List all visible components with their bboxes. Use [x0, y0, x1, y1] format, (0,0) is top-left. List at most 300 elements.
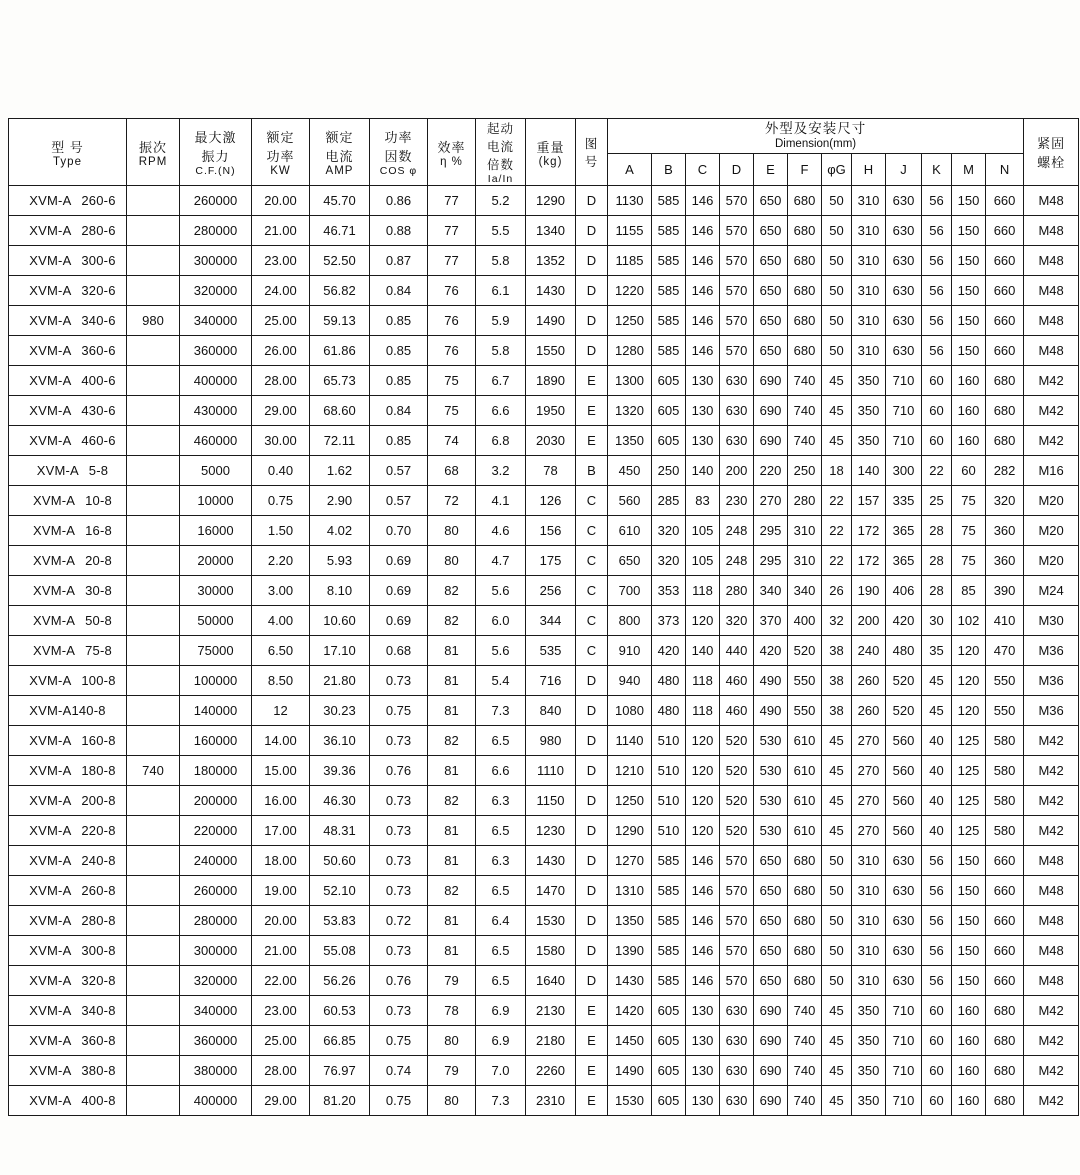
- cell-rated-power: 23.00: [252, 246, 310, 276]
- cell-weight: 344: [526, 606, 576, 636]
- cell-cos-phi: 0.87: [370, 246, 428, 276]
- header-efficiency: [428, 119, 476, 186]
- header-current-cn2: 电流: [325, 149, 354, 164]
- cell-bolt: M48: [1024, 336, 1079, 366]
- cell-dim-M: 150: [952, 906, 986, 936]
- cell-rated-power: 21.00: [252, 216, 310, 246]
- cell-dim-K: 56: [922, 216, 952, 246]
- cell-rated-current: 1.62: [310, 456, 370, 486]
- header-current-cn1: 额定: [325, 130, 354, 145]
- cell-dim-B: 420: [652, 636, 686, 666]
- cell-dim-C: 105: [686, 516, 720, 546]
- cell-rpm: [127, 816, 180, 846]
- cell-efficiency: 80: [428, 546, 476, 576]
- cell-cos-phi: 0.69: [370, 606, 428, 636]
- cell-dim-M: 120: [952, 636, 986, 666]
- cell-dim-G: 22: [822, 486, 852, 516]
- cell-cos-phi: 0.76: [370, 966, 428, 996]
- cell-rpm: [127, 636, 180, 666]
- cell-rated-power: 14.00: [252, 726, 310, 756]
- cell-force: 280000: [180, 906, 252, 936]
- cell-dim-A: 1490: [608, 1056, 652, 1086]
- header-figure: [576, 119, 608, 186]
- header-weight-en: (kg): [538, 155, 563, 168]
- cell-type: XVM-A 320-6: [9, 276, 127, 306]
- cell-efficiency: 80: [428, 516, 476, 546]
- cell-start-ratio: 5.5: [476, 216, 526, 246]
- cell-dim-E: 650: [754, 966, 788, 996]
- cell-dim-C: 146: [686, 966, 720, 996]
- cell-dim-B: 585: [652, 876, 686, 906]
- cell-figure: E: [576, 426, 608, 456]
- cell-force: 320000: [180, 966, 252, 996]
- cell-dim-F: 740: [788, 396, 822, 426]
- cell-dim-F: 550: [788, 666, 822, 696]
- cell-dim-B: 585: [652, 276, 686, 306]
- cell-dim-N: 320: [986, 486, 1024, 516]
- cell-rated-power: 0.75: [252, 486, 310, 516]
- cell-type-series: XVM-A: [29, 853, 72, 868]
- cell-dim-B: 320: [652, 516, 686, 546]
- cell-bolt: M48: [1024, 846, 1079, 876]
- cell-force: 400000: [180, 366, 252, 396]
- cell-dim-J: 710: [886, 426, 922, 456]
- table-row: [9, 816, 1079, 846]
- cell-rpm: [127, 486, 180, 516]
- cell-dim-M: 150: [952, 306, 986, 336]
- cell-dim-N: 680: [986, 1086, 1024, 1116]
- cell-efficiency: 81: [428, 846, 476, 876]
- cell-dim-J: 710: [886, 1056, 922, 1086]
- cell-rpm: [127, 216, 180, 246]
- cell-force: 360000: [180, 1026, 252, 1056]
- cell-dim-M: 125: [952, 726, 986, 756]
- cell-dim-B: 585: [652, 216, 686, 246]
- cell-dim-C: 146: [686, 246, 720, 276]
- cell-weight: 716: [526, 666, 576, 696]
- cell-efficiency: 77: [428, 186, 476, 216]
- cell-type: XVM-A 16-8: [9, 516, 127, 546]
- cell-bolt: M42: [1024, 396, 1079, 426]
- cell-figure: C: [576, 606, 608, 636]
- cell-efficiency: 68: [428, 456, 476, 486]
- cell-start-ratio: 5.9: [476, 306, 526, 336]
- cell-rated-current: 65.73: [310, 366, 370, 396]
- header-eff-en: η %: [440, 155, 463, 168]
- cell-start-ratio: 6.7: [476, 366, 526, 396]
- cell-dim-H: 157: [852, 486, 886, 516]
- cell-figure: D: [576, 246, 608, 276]
- cell-dim-K: 40: [922, 756, 952, 786]
- cell-figure: E: [576, 1056, 608, 1086]
- cell-start-ratio: 5.6: [476, 636, 526, 666]
- cell-start-ratio: 5.8: [476, 246, 526, 276]
- cell-dim-B: 585: [652, 246, 686, 276]
- cell-dim-N: 550: [986, 666, 1024, 696]
- header-current: [310, 119, 370, 186]
- cell-dim-B: 353: [652, 576, 686, 606]
- cell-type-series: XVM-A: [29, 223, 72, 238]
- cell-figure: D: [576, 336, 608, 366]
- cell-rated-current: 52.50: [310, 246, 370, 276]
- cell-dim-J: 630: [886, 186, 922, 216]
- cell-efficiency: 82: [428, 786, 476, 816]
- cell-dim-J: 335: [886, 486, 922, 516]
- cell-dim-B: 585: [652, 336, 686, 366]
- cell-bolt: M24: [1024, 576, 1079, 606]
- cell-dim-D: 570: [720, 936, 754, 966]
- cell-start-ratio: 7.0: [476, 1056, 526, 1086]
- cell-dim-G: 45: [822, 426, 852, 456]
- cell-efficiency: 81: [428, 936, 476, 966]
- cell-dim-E: 490: [754, 696, 788, 726]
- cell-efficiency: 76: [428, 276, 476, 306]
- cell-type-series: XVM-A: [29, 253, 72, 268]
- cell-dim-N: 550: [986, 696, 1024, 726]
- cell-dim-B: 605: [652, 426, 686, 456]
- cell-type-series: XVM-A: [29, 883, 72, 898]
- cell-dim-C: 130: [686, 396, 720, 426]
- cell-dim-M: 160: [952, 1086, 986, 1116]
- header-bolt-cn2: 螺栓: [1037, 155, 1066, 170]
- cell-dim-K: 60: [922, 1086, 952, 1116]
- cell-cos-phi: 0.86: [370, 186, 428, 216]
- cell-bolt: M48: [1024, 906, 1079, 936]
- cell-rated-power: 8.50: [252, 666, 310, 696]
- cell-dim-K: 56: [922, 186, 952, 216]
- cell-rated-current: 53.83: [310, 906, 370, 936]
- cell-dim-F: 680: [788, 246, 822, 276]
- cell-dim-A: 1390: [608, 936, 652, 966]
- cell-efficiency: 76: [428, 336, 476, 366]
- cell-dim-H: 270: [852, 726, 886, 756]
- cell-dim-K: 22: [922, 456, 952, 486]
- cell-dim-J: 560: [886, 816, 922, 846]
- cell-dim-B: 480: [652, 696, 686, 726]
- cell-type-series: XVM-A: [29, 1003, 72, 1018]
- cell-bolt: M42: [1024, 816, 1079, 846]
- cell-bolt: M48: [1024, 306, 1079, 336]
- cell-weight: 1950: [526, 396, 576, 426]
- cell-dim-N: 660: [986, 246, 1024, 276]
- cell-dim-H: 240: [852, 636, 886, 666]
- cell-force: 5000: [180, 456, 252, 486]
- cell-dim-H: 270: [852, 786, 886, 816]
- cell-dim-G: 45: [822, 396, 852, 426]
- cell-dim-H: 172: [852, 546, 886, 576]
- cell-dim-J: 630: [886, 876, 922, 906]
- cell-dim-G: 45: [822, 1026, 852, 1056]
- cell-dim-M: 150: [952, 846, 986, 876]
- cell-weight: 1550: [526, 336, 576, 366]
- cell-figure: D: [576, 276, 608, 306]
- cell-dim-N: 580: [986, 756, 1024, 786]
- cell-dim-E: 650: [754, 306, 788, 336]
- cell-dim-G: 50: [822, 216, 852, 246]
- cell-rated-power: 29.00: [252, 1086, 310, 1116]
- cell-force: 260000: [180, 876, 252, 906]
- cell-figure: D: [576, 186, 608, 216]
- cell-dim-N: 680: [986, 426, 1024, 456]
- cell-force: 30000: [180, 576, 252, 606]
- cell-rated-current: 5.93: [310, 546, 370, 576]
- cell-rpm: [127, 906, 180, 936]
- header-dim-A: A: [608, 154, 652, 186]
- cell-dim-M: 150: [952, 216, 986, 246]
- cell-bolt: M42: [1024, 726, 1079, 756]
- cell-rated-power: 4.00: [252, 606, 310, 636]
- cell-dim-K: 56: [922, 906, 952, 936]
- cell-dim-D: 630: [720, 1086, 754, 1116]
- cell-type-series: XVM-A: [29, 1033, 72, 1048]
- cell-dim-M: 125: [952, 756, 986, 786]
- cell-bolt: M42: [1024, 366, 1079, 396]
- cell-start-ratio: 4.1: [476, 486, 526, 516]
- cell-dim-N: 660: [986, 936, 1024, 966]
- cell-start-ratio: 5.4: [476, 666, 526, 696]
- cell-dim-G: 50: [822, 336, 852, 366]
- cell-rated-power: 23.00: [252, 996, 310, 1026]
- cell-type-series: XVM-A: [29, 433, 72, 448]
- cell-dim-A: 1350: [608, 906, 652, 936]
- cell-dim-D: 570: [720, 846, 754, 876]
- cell-dim-D: 570: [720, 336, 754, 366]
- cell-figure: D: [576, 786, 608, 816]
- cell-cos-phi: 0.73: [370, 996, 428, 1026]
- cell-dim-C: 130: [686, 1056, 720, 1086]
- cell-dim-D: 230: [720, 486, 754, 516]
- cell-dim-D: 280: [720, 576, 754, 606]
- cell-type: XVM-A 280-8: [9, 906, 127, 936]
- cell-efficiency: 80: [428, 1086, 476, 1116]
- cell-figure: D: [576, 726, 608, 756]
- cell-dim-B: 605: [652, 1026, 686, 1056]
- cell-dim-H: 310: [852, 876, 886, 906]
- cell-weight: 1230: [526, 816, 576, 846]
- cell-dim-A: 800: [608, 606, 652, 636]
- cell-weight: 1580: [526, 936, 576, 966]
- cell-rpm: [127, 396, 180, 426]
- cell-weight: 156: [526, 516, 576, 546]
- cell-rated-current: 61.86: [310, 336, 370, 366]
- cell-dim-J: 630: [886, 936, 922, 966]
- cell-dim-F: 740: [788, 1056, 822, 1086]
- cell-dim-C: 146: [686, 876, 720, 906]
- cell-rpm: [127, 426, 180, 456]
- cell-dim-K: 25: [922, 486, 952, 516]
- cell-weight: 1490: [526, 306, 576, 336]
- header-type-cn: 型 号: [51, 139, 84, 155]
- cell-rpm: 980: [127, 306, 180, 336]
- cell-rated-power: 22.00: [252, 966, 310, 996]
- cell-start-ratio: 6.6: [476, 396, 526, 426]
- cell-type-series: XVM-A: [29, 793, 72, 808]
- cell-dim-N: 680: [986, 396, 1024, 426]
- header-type-en: Type: [53, 155, 82, 168]
- header-dim-K: K: [922, 154, 952, 186]
- cell-force: 260000: [180, 186, 252, 216]
- cell-dim-G: 50: [822, 966, 852, 996]
- cell-bolt: M42: [1024, 426, 1079, 456]
- cell-dim-M: 150: [952, 876, 986, 906]
- cell-dim-F: 680: [788, 966, 822, 996]
- cell-dim-B: 585: [652, 936, 686, 966]
- cell-dim-A: 1220: [608, 276, 652, 306]
- cell-dim-C: 130: [686, 366, 720, 396]
- cell-rated-current: 36.10: [310, 726, 370, 756]
- cell-type-series: XVM-A: [29, 343, 72, 358]
- header-dim-M: M: [952, 154, 986, 186]
- cell-dim-D: 570: [720, 246, 754, 276]
- cell-dim-A: 910: [608, 636, 652, 666]
- header-weight-cn: 重量: [536, 139, 565, 155]
- cell-type-series: XVM-A: [29, 193, 72, 208]
- cell-dim-F: 680: [788, 876, 822, 906]
- cell-dim-F: 250: [788, 456, 822, 486]
- cell-dim-M: 150: [952, 336, 986, 366]
- header-power-en: KW: [270, 165, 291, 177]
- cell-start-ratio: 6.9: [476, 1026, 526, 1056]
- cell-dim-G: 45: [822, 816, 852, 846]
- cell-start-ratio: 6.3: [476, 786, 526, 816]
- cell-rated-power: 16.00: [252, 786, 310, 816]
- cell-efficiency: 81: [428, 666, 476, 696]
- cell-dim-H: 260: [852, 666, 886, 696]
- cell-dim-M: 60: [952, 456, 986, 486]
- cell-dim-B: 605: [652, 1086, 686, 1116]
- cell-dim-D: 630: [720, 1026, 754, 1056]
- header-rpm: [127, 119, 180, 186]
- cell-dim-A: 1290: [608, 816, 652, 846]
- cell-cos-phi: 0.69: [370, 576, 428, 606]
- cell-rated-current: 21.80: [310, 666, 370, 696]
- header-dim-en: Dimension(mm): [774, 138, 857, 151]
- cell-dim-D: 570: [720, 966, 754, 996]
- cell-dim-G: 26: [822, 576, 852, 606]
- header-cos-en: COS φ: [379, 165, 418, 177]
- cell-dim-H: 310: [852, 306, 886, 336]
- cell-dim-G: 50: [822, 306, 852, 336]
- cell-start-ratio: 6.5: [476, 816, 526, 846]
- cell-efficiency: 82: [428, 576, 476, 606]
- cell-type: XVM-A 260-8: [9, 876, 127, 906]
- cell-weight: 126: [526, 486, 576, 516]
- cell-cos-phi: 0.57: [370, 456, 428, 486]
- header-start-en: Ia/In: [487, 173, 514, 185]
- cell-dim-F: 680: [788, 906, 822, 936]
- cell-type: XVM-A 460-6: [9, 426, 127, 456]
- cell-dim-C: 146: [686, 306, 720, 336]
- cell-dim-G: 50: [822, 846, 852, 876]
- cell-dim-E: 690: [754, 396, 788, 426]
- cell-dim-G: 45: [822, 1086, 852, 1116]
- cell-dim-K: 60: [922, 1026, 952, 1056]
- cell-rated-power: 12: [252, 696, 310, 726]
- cell-dim-F: 680: [788, 336, 822, 366]
- cell-force: 380000: [180, 1056, 252, 1086]
- cell-dim-G: 50: [822, 906, 852, 936]
- cell-dim-H: 310: [852, 906, 886, 936]
- cell-force: 180000: [180, 756, 252, 786]
- cell-figure: D: [576, 936, 608, 966]
- cell-cos-phi: 0.85: [370, 336, 428, 366]
- cell-dim-G: 45: [822, 1056, 852, 1086]
- cell-dim-H: 310: [852, 846, 886, 876]
- cell-dim-K: 56: [922, 846, 952, 876]
- table-row: [9, 426, 1079, 456]
- cell-dim-A: 940: [608, 666, 652, 696]
- cell-dim-G: 45: [822, 756, 852, 786]
- cell-weight: 1640: [526, 966, 576, 996]
- cell-dim-D: 570: [720, 276, 754, 306]
- cell-dim-E: 690: [754, 1026, 788, 1056]
- cell-dim-N: 660: [986, 216, 1024, 246]
- table-row: [9, 666, 1079, 696]
- cell-dim-J: 630: [886, 246, 922, 276]
- cell-cos-phi: 0.85: [370, 366, 428, 396]
- cell-bolt: M20: [1024, 516, 1079, 546]
- cell-dim-H: 310: [852, 246, 886, 276]
- cell-dim-D: 440: [720, 636, 754, 666]
- cell-start-ratio: 6.5: [476, 966, 526, 996]
- cell-type-series: XVM-A: [36, 463, 79, 478]
- cell-dim-E: 650: [754, 276, 788, 306]
- header-force-cn2: 振力: [201, 149, 230, 164]
- cell-dim-B: 373: [652, 606, 686, 636]
- cell-dim-H: 310: [852, 336, 886, 366]
- cell-dim-A: 1450: [608, 1026, 652, 1056]
- cell-dim-N: 282: [986, 456, 1024, 486]
- cell-type-series: XVM-A: [32, 523, 76, 538]
- header-dim-cn: 外型及安装尺寸: [764, 120, 867, 136]
- cell-dim-J: 710: [886, 996, 922, 1026]
- cell-dim-J: 420: [886, 606, 922, 636]
- cell-dim-F: 680: [788, 936, 822, 966]
- table-header: [9, 119, 1079, 186]
- cell-dim-F: 550: [788, 696, 822, 726]
- cell-dim-A: 700: [608, 576, 652, 606]
- cell-dim-C: 120: [686, 756, 720, 786]
- cell-cos-phi: 0.73: [370, 846, 428, 876]
- table-row: [9, 486, 1079, 516]
- cell-type: XVM-A 340-6: [9, 306, 127, 336]
- spec-table: [8, 118, 1079, 1116]
- cell-dim-E: 690: [754, 996, 788, 1026]
- cell-dim-A: 1185: [608, 246, 652, 276]
- header-type: [9, 119, 127, 186]
- cell-rated-power: 6.50: [252, 636, 310, 666]
- cell-figure: E: [576, 396, 608, 426]
- cell-dim-N: 580: [986, 816, 1024, 846]
- cell-start-ratio: 7.3: [476, 1086, 526, 1116]
- header-force-cn1: 最大激: [194, 130, 237, 145]
- cell-dim-D: 520: [720, 786, 754, 816]
- cell-force: 460000: [180, 426, 252, 456]
- table-row: [9, 216, 1079, 246]
- cell-dim-C: 146: [686, 846, 720, 876]
- cell-rpm: [127, 936, 180, 966]
- cell-dim-A: 1320: [608, 396, 652, 426]
- cell-start-ratio: 6.4: [476, 906, 526, 936]
- cell-cos-phi: 0.68: [370, 636, 428, 666]
- cell-dim-C: 130: [686, 1086, 720, 1116]
- header-power: [252, 119, 310, 186]
- cell-rated-current: 66.85: [310, 1026, 370, 1056]
- cell-dim-J: 630: [886, 336, 922, 366]
- cell-dim-B: 605: [652, 366, 686, 396]
- cell-efficiency: 81: [428, 816, 476, 846]
- cell-rpm: [127, 666, 180, 696]
